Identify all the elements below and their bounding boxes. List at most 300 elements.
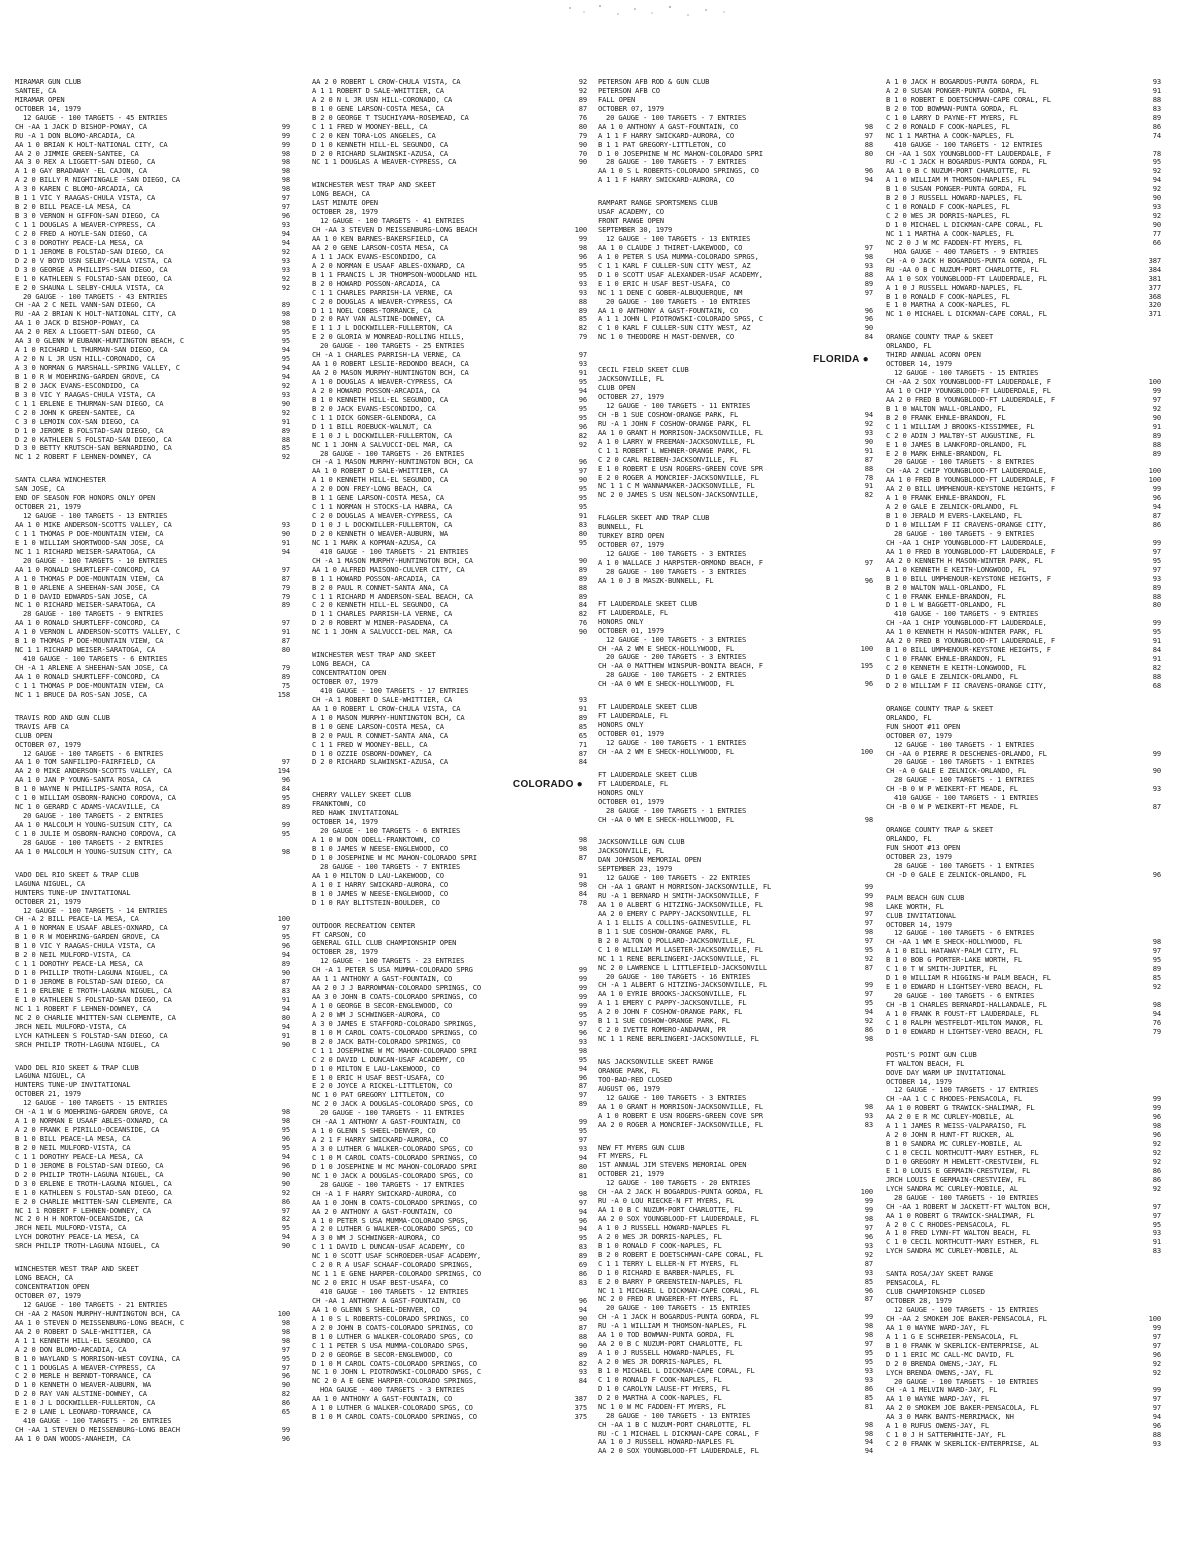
line-text: CH -A 1 W G MOEHRING-GARDEN GROVE, CA bbox=[15, 1108, 168, 1117]
result-line bbox=[15, 942, 290, 951]
club-info-line bbox=[312, 948, 587, 957]
score-value: 94 bbox=[1152, 1413, 1161, 1422]
result-line bbox=[886, 938, 1161, 947]
club-info-line bbox=[312, 922, 587, 931]
score-value: 91 bbox=[1152, 422, 1161, 431]
line-text: 12 GAUGE - 100 TARGETS - 45 ENTRIES bbox=[23, 113, 168, 122]
line-text: C 2 0 DOUGLAS A WEAVER-CYPRESS, CA bbox=[312, 512, 453, 521]
result-line bbox=[886, 239, 1161, 248]
line-text: E 2 0 ROGER A MONCRIEF-JACKSONVILLE, FL bbox=[598, 473, 759, 482]
line-text: 20 GAUGE - 100 TARGETS - 43 ENTRIES bbox=[23, 292, 168, 301]
line-text: LYCH BRENDA OWENS,-JAY, FL bbox=[886, 1368, 994, 1377]
result-line bbox=[886, 1315, 1161, 1324]
line-text: B 3 0 VERNON H GIFFON-SAN DIEGO, CA bbox=[15, 212, 160, 221]
score-value: 90 bbox=[1152, 221, 1161, 229]
result-line bbox=[312, 78, 587, 87]
score-value: 381 bbox=[1148, 274, 1161, 283]
result-line bbox=[312, 539, 587, 548]
line-text: B 1 0 BILL PEACE-LA MESA, CA bbox=[15, 1135, 131, 1143]
score-value: 99 bbox=[281, 122, 290, 131]
line-text: AA 3 0 GLENN W EUBANK-HUNTINGTON BEACH, C bbox=[15, 337, 184, 346]
line-text: B 2 0 PAUL R CONNET-SANTA ANA, CA bbox=[312, 731, 448, 740]
result-line bbox=[15, 978, 290, 987]
club-info-line bbox=[598, 600, 873, 609]
line-text: A 2 0 DON FREY-LONG BEACH, CA bbox=[312, 485, 432, 494]
score-value: 95 bbox=[281, 355, 290, 364]
club-info-line bbox=[312, 669, 587, 678]
line-text: C 1 0 M CAROL COATS-COLORADO SPRINGS, CO bbox=[312, 1153, 477, 1162]
score-value: 90 bbox=[864, 324, 873, 333]
result-line bbox=[598, 1295, 873, 1304]
club-info-line bbox=[312, 181, 587, 190]
result-line bbox=[598, 748, 873, 757]
result-line bbox=[15, 987, 290, 996]
result-line bbox=[15, 409, 290, 418]
score-value: 97 bbox=[1152, 1404, 1161, 1413]
club-info-line bbox=[886, 342, 1161, 351]
line-text: 28 GAUGE - 100 TARGETS - 1 ENTRIES bbox=[606, 806, 747, 815]
line-text: AA 1 0 DAN WOODS-ANAHEIM, CA bbox=[15, 1435, 131, 1443]
result-line bbox=[598, 167, 873, 176]
state-banner bbox=[312, 779, 583, 791]
line-text: AA 2 0 GENE LARSON-COSTA MESA, CA bbox=[312, 243, 448, 252]
result-line bbox=[15, 593, 290, 602]
line-text: NC 1 1 RICHARD WEISER-SARATOGA, CA bbox=[15, 646, 156, 655]
result-line bbox=[312, 610, 587, 619]
line-text: D 1 0 J L DOCKWILLER-FULLERTON, CA bbox=[312, 521, 453, 529]
result-line bbox=[15, 637, 290, 646]
line-text: A 1 0 MASON MURPHY-HUNTINGTON BCH, CA bbox=[312, 713, 465, 722]
line-text: C 1 0 FRANK EHNLE-BRANDON, FL bbox=[886, 655, 1006, 664]
score-value: 93 bbox=[864, 1111, 873, 1120]
result-line bbox=[15, 664, 290, 673]
line-text: AA 1 0 ROBERT D SALE-WHITTIER, CA bbox=[312, 467, 448, 476]
line-text: E 1 0 ROBERT E USN ROGERS-GREEN COVE SPR bbox=[598, 464, 763, 473]
event-header-line bbox=[886, 248, 1161, 257]
line-text: C 2 0 DAVID L DUNCAN-USAF ACADEMY, CO bbox=[312, 1055, 465, 1064]
line-text: 410 GAUGE - 100 TARGETS - 17 ENTRIES bbox=[320, 686, 469, 695]
line-text: CH -AA 2 WM E SHECK-HOLLYWOOD, FL bbox=[598, 747, 734, 756]
result-line bbox=[15, 132, 290, 141]
club-results-block bbox=[886, 1270, 1161, 1449]
line-text: A 1 0 W DON ODELL-FRANKTOWN, CO bbox=[312, 836, 440, 845]
line-text: AA 1 0 GRANT H MORRISON-JACKSONVILLE, FL bbox=[598, 428, 763, 437]
score-value: 94 bbox=[281, 1022, 290, 1031]
line-text: 12 GAUGE - 100 TARGETS - 13 ENTRIES bbox=[606, 235, 751, 243]
line-text: RU -A 1 DON BLOMO-ARCADIA, CA bbox=[15, 131, 135, 140]
score-value: 97 bbox=[281, 924, 290, 933]
result-line bbox=[312, 289, 587, 298]
line-text: NC 1 1 MARTHA A COOK-NAPLES, FL bbox=[886, 229, 1014, 238]
line-text: E 1 0 KATHLEEN S FOLSTAD-SAN DIEGO, CA bbox=[15, 274, 172, 283]
score-value: 88 bbox=[1152, 440, 1161, 449]
line-text: 20 GAUGE - 100 TARGETS - 11 ENTRIES bbox=[320, 1109, 465, 1118]
score-value: 84 bbox=[578, 1377, 587, 1386]
score-value: 100 bbox=[277, 915, 290, 924]
line-text: JACKSONVILLE, FL bbox=[598, 847, 664, 856]
score-value: 98 bbox=[281, 1318, 290, 1327]
line-text: 12 GAUGE - 100 TARGETS - 14 ENTRIES bbox=[23, 906, 168, 915]
result-line bbox=[15, 575, 290, 584]
result-line bbox=[886, 1221, 1161, 1230]
club-info-line bbox=[15, 732, 290, 741]
results-column-4 bbox=[886, 78, 1161, 1528]
line-text: A 1 0 KENNETH E KEITH-LONGWOOD, FL bbox=[886, 565, 1027, 574]
score-value: 94 bbox=[281, 1004, 290, 1013]
result-line bbox=[598, 1121, 873, 1130]
line-text: B 2 0 NEIL MULFORD-VISTA, CA bbox=[15, 951, 131, 960]
club-info-line bbox=[15, 723, 290, 732]
score-value: 83 bbox=[578, 1279, 587, 1288]
score-value: 86 bbox=[1152, 521, 1161, 529]
line-text: D 2 0 ROBERT W MINER-PASADENA, CA bbox=[312, 619, 448, 628]
line-text: B 2 0 ROBERT E DOETSCHMAN-CAPE CORAL, FL bbox=[598, 1250, 763, 1259]
score-value: 88 bbox=[864, 464, 873, 473]
event-header-line bbox=[598, 671, 873, 680]
score-value: 89 bbox=[281, 601, 290, 610]
line-text: AA 1 0 ANTHONY A GAST-FOUNTAIN, CO bbox=[598, 122, 739, 131]
score-value: 89 bbox=[281, 301, 290, 310]
result-line bbox=[886, 965, 1161, 974]
score-value: 76 bbox=[578, 113, 587, 122]
club-info-line bbox=[15, 1283, 290, 1292]
line-text: E 1 1 J L DOCKWILLER-FULLERTON, CA bbox=[312, 324, 453, 333]
result-line bbox=[15, 521, 290, 530]
line-text: 1ST ANNUAL JIM STEVENS MEMORIAL OPEN bbox=[598, 1161, 747, 1170]
score-value: 100 bbox=[1148, 1314, 1161, 1323]
score-value: 98 bbox=[281, 185, 290, 194]
score-value: 89 bbox=[281, 672, 290, 681]
result-line bbox=[886, 1404, 1161, 1413]
result-line bbox=[312, 123, 587, 132]
line-text: C 1 0 RONALD F COOK-NAPLES, FL bbox=[598, 1375, 722, 1384]
score-value: 96 bbox=[578, 1073, 587, 1082]
score-value: 70 bbox=[578, 149, 587, 158]
score-value: 92 bbox=[281, 408, 290, 417]
score-value: 85 bbox=[578, 315, 587, 324]
club-info-line bbox=[598, 78, 873, 87]
result-line bbox=[15, 601, 290, 610]
result-line bbox=[598, 465, 873, 474]
line-text: B 1 0 FRANK W SKERLICK-ENTERPRISE, AL bbox=[886, 1341, 1039, 1350]
line-text: 410 GAUGE - 100 TARGETS - 1 ENTRIES bbox=[894, 794, 1039, 803]
result-line bbox=[15, 1426, 290, 1435]
line-text: JRCH LOUIS E GERMAIN-CRESTVIEW, FL bbox=[886, 1175, 1027, 1184]
line-text: C 1 1 THOMAS P DOE-MOUNTAIN VIEW, CA bbox=[15, 529, 164, 538]
result-line bbox=[886, 414, 1161, 423]
club-info-line bbox=[598, 856, 873, 865]
result-line bbox=[312, 601, 587, 610]
result-line bbox=[598, 964, 873, 973]
score-value: 91 bbox=[281, 628, 290, 637]
line-text: B 2 0 JACK EVANS-ESCONDIDO, CA bbox=[15, 381, 139, 390]
score-value: 92 bbox=[281, 274, 290, 283]
score-value: 95 bbox=[1152, 158, 1161, 167]
score-value: 91 bbox=[864, 482, 873, 491]
line-text: AA 1 0 FRED B YOUNGBLOOD-FT LAUDERDALE, F bbox=[886, 476, 1055, 485]
score-value: 87 bbox=[864, 1259, 873, 1268]
line-text: C 2 0 R A USAF SCHAAF-COLORADO SPRINGS, bbox=[312, 1261, 473, 1270]
score-value: 91 bbox=[281, 417, 290, 426]
line-text: RU -AA 2 BRIAN K HOLT-NATIONAL CITY, CA bbox=[15, 310, 176, 319]
line-text: 12 GAUGE - 100 TARGETS - 23 ENTRIES bbox=[320, 957, 465, 966]
line-text: C 1 0 RALPH WESTFELDT-MILTON MANOR, FL bbox=[886, 1018, 1043, 1027]
result-line bbox=[886, 78, 1161, 87]
line-text: ORANGE COUNTY TRAP & SKEET bbox=[886, 333, 994, 342]
line-text: D 3 0 ERLENE E TROTH-LAGUNA NIGUEL, CA bbox=[15, 1179, 172, 1188]
result-line bbox=[312, 732, 587, 741]
result-line bbox=[312, 628, 587, 637]
line-text: NC 2 0 A E GENE HARPER-COLORADO SPRINGS, bbox=[312, 1377, 477, 1386]
score-value: 94 bbox=[281, 547, 290, 556]
score-value: 97 bbox=[281, 1345, 290, 1354]
line-text: AA 1 0 S L ROBERTS-COLORADO SPRINGS, CO bbox=[598, 167, 759, 176]
result-line bbox=[312, 899, 587, 908]
line-text: AA 2 0 JIMMIE GREEN-SANTEE, CA bbox=[15, 149, 139, 158]
event-header-line bbox=[886, 776, 1161, 785]
score-value: 84 bbox=[281, 785, 290, 794]
result-line bbox=[886, 275, 1161, 284]
score-value: 97 bbox=[281, 1363, 290, 1372]
line-text: RAMPART RANGE SPORTSMENS CLUB bbox=[598, 199, 718, 208]
result-line bbox=[15, 1180, 290, 1189]
club-info-line bbox=[886, 912, 1161, 921]
line-text: C 2 0 DOUGLAS A WEAVER-CYPRESS, CA bbox=[312, 297, 453, 306]
result-line bbox=[886, 476, 1161, 485]
line-text: 28 GAUGE - 100 TARGETS - 13 ENTRIES bbox=[606, 1411, 751, 1420]
score-value: 98 bbox=[281, 176, 290, 185]
score-value: 99 bbox=[1152, 1095, 1161, 1104]
result-line bbox=[312, 1243, 587, 1252]
event-header-line bbox=[15, 839, 290, 848]
score-value: 96 bbox=[864, 315, 873, 324]
line-text: 410 GAUGE - 100 TARGETS - 12 ENTRIES bbox=[894, 140, 1043, 149]
result-line bbox=[312, 1351, 587, 1360]
score-value: 94 bbox=[281, 951, 290, 960]
score-value: 89 bbox=[578, 713, 587, 722]
line-text: D 2 0 KATHLEEN S FOLSTAD-SAN DIEGO, CA bbox=[15, 435, 172, 444]
score-value: 74 bbox=[1152, 131, 1161, 140]
score-value: 89 bbox=[281, 803, 290, 812]
result-line bbox=[312, 1091, 587, 1100]
result-line bbox=[312, 141, 587, 150]
result-line bbox=[15, 1144, 290, 1153]
result-line bbox=[312, 1342, 587, 1351]
club-info-line bbox=[15, 741, 290, 750]
score-value: 94 bbox=[578, 386, 587, 395]
club-info-line bbox=[15, 105, 290, 114]
score-value: 89 bbox=[578, 574, 587, 583]
score-value: 96 bbox=[281, 212, 290, 221]
result-line bbox=[598, 420, 873, 429]
score-value: 98 bbox=[864, 901, 873, 909]
line-text: C 1 1 ROBERT L WEHNER-ORANGE PARK, FL bbox=[598, 446, 751, 455]
line-text: C 1 1 NORMAN H STOCKS-LA HABRA, CA bbox=[312, 503, 453, 512]
line-text: RU -A 0 LOU RIECKE-N FT MYERS, FL bbox=[598, 1197, 734, 1206]
score-value: 71 bbox=[578, 740, 587, 749]
event-header-line bbox=[886, 862, 1161, 871]
line-text: C 1 0 WILLIAM M LASETER-JACKSONVILLE, FL bbox=[598, 945, 763, 954]
line-text: CH -AA 0 WM E SHECK-HOLLYWOOD, FL bbox=[598, 815, 734, 824]
event-header-line bbox=[312, 1109, 587, 1118]
score-value: 94 bbox=[578, 1064, 587, 1073]
line-text: B 2 0 WALTON WALL-ORLANDO, FL bbox=[886, 583, 1006, 592]
line-text: OCTOBER 28, 1979 bbox=[312, 948, 378, 957]
result-line bbox=[886, 557, 1161, 566]
line-text: FT LAUDERDALE, FL bbox=[598, 608, 669, 617]
result-line bbox=[598, 289, 873, 298]
result-line bbox=[886, 593, 1161, 602]
line-text: OCTOBER 01, 1979 bbox=[598, 797, 664, 806]
line-text: NC 1 1 RENE BERLINGERI-JACKSONVILLE, FL bbox=[598, 954, 759, 963]
result-line bbox=[886, 378, 1161, 387]
score-value: 78 bbox=[1152, 149, 1161, 158]
event-header-line bbox=[312, 450, 587, 459]
club-info-line bbox=[15, 871, 290, 880]
line-text: CLUB OPEN bbox=[15, 731, 53, 740]
result-line bbox=[886, 301, 1161, 310]
score-value: 92 bbox=[1152, 1359, 1161, 1368]
event-header-line bbox=[15, 655, 290, 664]
line-text: OCTOBER 14, 1979 bbox=[886, 920, 952, 929]
club-info-line bbox=[598, 1170, 873, 1179]
line-text: 20 GAUGE - 100 TARGETS - 6 ENTRIES bbox=[320, 827, 461, 836]
line-text: AA 1 0 STEVEN D MEISSENBURG-LONG BEACH, C bbox=[15, 1318, 184, 1327]
club-info-line bbox=[15, 714, 290, 723]
event-header-line bbox=[598, 807, 873, 816]
line-text: CH -AA 3 STEVEN D MEISSENBURG-LONG BEACH bbox=[312, 226, 477, 235]
result-line bbox=[15, 167, 290, 176]
line-text: B 1 1 GENE LARSON-COSTA MESA, CA bbox=[312, 494, 444, 503]
line-text: D 1 0 M CAROL COATS-COLORADO SPRINGS, CO bbox=[312, 1359, 477, 1368]
score-value: 86 bbox=[1152, 1175, 1161, 1184]
club-info-line bbox=[312, 199, 587, 208]
score-value: 99 bbox=[864, 1206, 873, 1215]
score-value: 98 bbox=[578, 836, 587, 845]
line-text: CH -AA 2 SOX YOUNGBLOOD-FT LAUDERDALE, F bbox=[886, 378, 1051, 386]
line-text: AA 1 0 SOX YOUNGBLOOD-FT LAUDERDALE, FL bbox=[886, 274, 1047, 283]
score-value: 92 bbox=[1152, 167, 1161, 176]
result-line bbox=[15, 230, 290, 239]
result-line bbox=[598, 315, 873, 324]
line-text: OCTOBER 07, 1979 bbox=[598, 541, 664, 550]
result-line bbox=[886, 310, 1161, 319]
score-value: 99 bbox=[864, 883, 873, 892]
score-value: 97 bbox=[281, 565, 290, 574]
score-value: 94 bbox=[578, 1225, 587, 1234]
line-text: A 2 0 GALE E ZELNICK-ORLANDO, FL bbox=[886, 503, 1018, 512]
score-value: 97 bbox=[1152, 1202, 1161, 1211]
score-value: 89 bbox=[578, 565, 587, 574]
score-value: 96 bbox=[281, 1435, 290, 1443]
result-line bbox=[312, 1279, 587, 1288]
result-line bbox=[598, 1287, 873, 1296]
result-line bbox=[886, 221, 1161, 230]
result-line bbox=[598, 1349, 873, 1358]
line-text: ORANGE PARK, FL bbox=[598, 1066, 660, 1075]
score-value: 90 bbox=[281, 1040, 290, 1049]
line-text: BUNNELL, FL bbox=[598, 523, 644, 532]
line-text: AA 2 0 ROBERT L CROW-CHULA VISTA, CA bbox=[312, 78, 461, 86]
score-value: 78 bbox=[578, 898, 587, 907]
result-line bbox=[598, 919, 873, 928]
line-text: OCTOBER 14, 1979 bbox=[312, 818, 378, 827]
club-results-block bbox=[312, 181, 587, 637]
result-line bbox=[312, 405, 587, 414]
score-value: 88 bbox=[578, 297, 587, 306]
line-text: A 2 0 SUSAN PONGER-PUNTA GORDA, FL bbox=[886, 86, 1027, 95]
line-text: THIRD ANNUAL ACORN OPEN bbox=[886, 351, 981, 360]
score-value: 76 bbox=[578, 619, 587, 628]
result-line bbox=[886, 1386, 1161, 1395]
result-line bbox=[886, 1158, 1161, 1167]
score-value: 99 bbox=[578, 1118, 587, 1127]
result-line bbox=[886, 1422, 1161, 1431]
club-info-line bbox=[598, 1076, 873, 1085]
line-text: AA 1 0 KEN BARNES-BAKERSFIELD, CA bbox=[312, 235, 448, 243]
result-line bbox=[312, 1199, 587, 1208]
score-value: 94 bbox=[281, 229, 290, 238]
line-text: AA 1 0 BRIAN K HOLT-NATIONAL CITY, CA bbox=[15, 140, 168, 149]
line-text: C 1 0 JULIE M OSBORN-RANCHO CORDOVA, CA bbox=[15, 829, 176, 838]
line-text: NC 2 0 H H NORTON-OCEANSIDE, CA bbox=[15, 1215, 143, 1224]
club-info-line bbox=[598, 1144, 873, 1153]
club-info-line bbox=[598, 96, 873, 105]
result-line bbox=[312, 1368, 587, 1377]
score-value: 97 bbox=[1152, 565, 1161, 574]
club-info-line bbox=[15, 1064, 290, 1073]
club-info-line bbox=[886, 1288, 1161, 1297]
line-text: USAF ACADEMY, CO bbox=[598, 208, 664, 217]
event-header-line bbox=[598, 1179, 873, 1188]
club-info-line bbox=[886, 853, 1161, 862]
line-text: A 1 0 PETER S USA MUMMA-COLORADO SPGS, bbox=[312, 1216, 469, 1225]
event-header-line bbox=[15, 610, 290, 619]
score-value: 95 bbox=[578, 503, 587, 512]
result-line bbox=[598, 955, 873, 964]
line-text: A 3 0 LUTHER G WALKER-COLORADO SPGS, CO bbox=[312, 1145, 473, 1153]
result-line bbox=[15, 803, 290, 812]
line-text: SANTA CLARA WINCHESTER bbox=[15, 476, 106, 485]
line-text: D 1 0 WILLIAM R HIGGINS-W PALM BEACH, FL bbox=[886, 974, 1051, 983]
line-text: 28 GAUGE - 100 TARGETS - 9 ENTRIES bbox=[894, 529, 1035, 538]
line-text: LONG BEACH, CA bbox=[15, 1274, 73, 1283]
result-line bbox=[598, 981, 873, 990]
line-text: AA 2 0 FRED B YOUNGBLOOD-FT LAUDERDALE, F bbox=[886, 395, 1055, 404]
club-info-line bbox=[312, 931, 587, 940]
result-line bbox=[886, 266, 1161, 275]
result-line bbox=[598, 429, 873, 438]
score-value: 85 bbox=[864, 1277, 873, 1286]
club-info-line bbox=[886, 835, 1161, 844]
club-info-line bbox=[15, 494, 290, 503]
result-line bbox=[598, 1340, 873, 1349]
result-line bbox=[312, 584, 587, 593]
line-text: E 2 0 BARRY P GREENSTEIN-NAPLES, FL bbox=[598, 1277, 743, 1286]
line-text: D 1 0 WILLIAM F II CRAVENS-ORANGE CITY, bbox=[886, 521, 1047, 529]
line-text: C 1 0 RONALD F COOK-NAPLES, FL bbox=[886, 203, 1010, 212]
line-text: NC 1 1 DENE C GOBER-ALBUQUERQUE, NM bbox=[598, 288, 743, 297]
score-value: 98 bbox=[578, 243, 587, 252]
club-results-block bbox=[15, 476, 290, 699]
result-line bbox=[312, 1413, 587, 1422]
line-text: C 1 0 KARL F CULLER-SUN CITY WEST, AZ bbox=[598, 324, 751, 333]
line-text: CH -AA 0 PIERRE R DESCHENES-ORLANDO, FL bbox=[886, 749, 1047, 758]
line-text: B 1 1 SUE COSHOW-ORANGE PARK, FL bbox=[598, 1017, 730, 1026]
result-line bbox=[598, 1026, 873, 1035]
result-line bbox=[886, 1113, 1161, 1122]
line-text: OCTOBER 21, 1979 bbox=[15, 1090, 81, 1099]
